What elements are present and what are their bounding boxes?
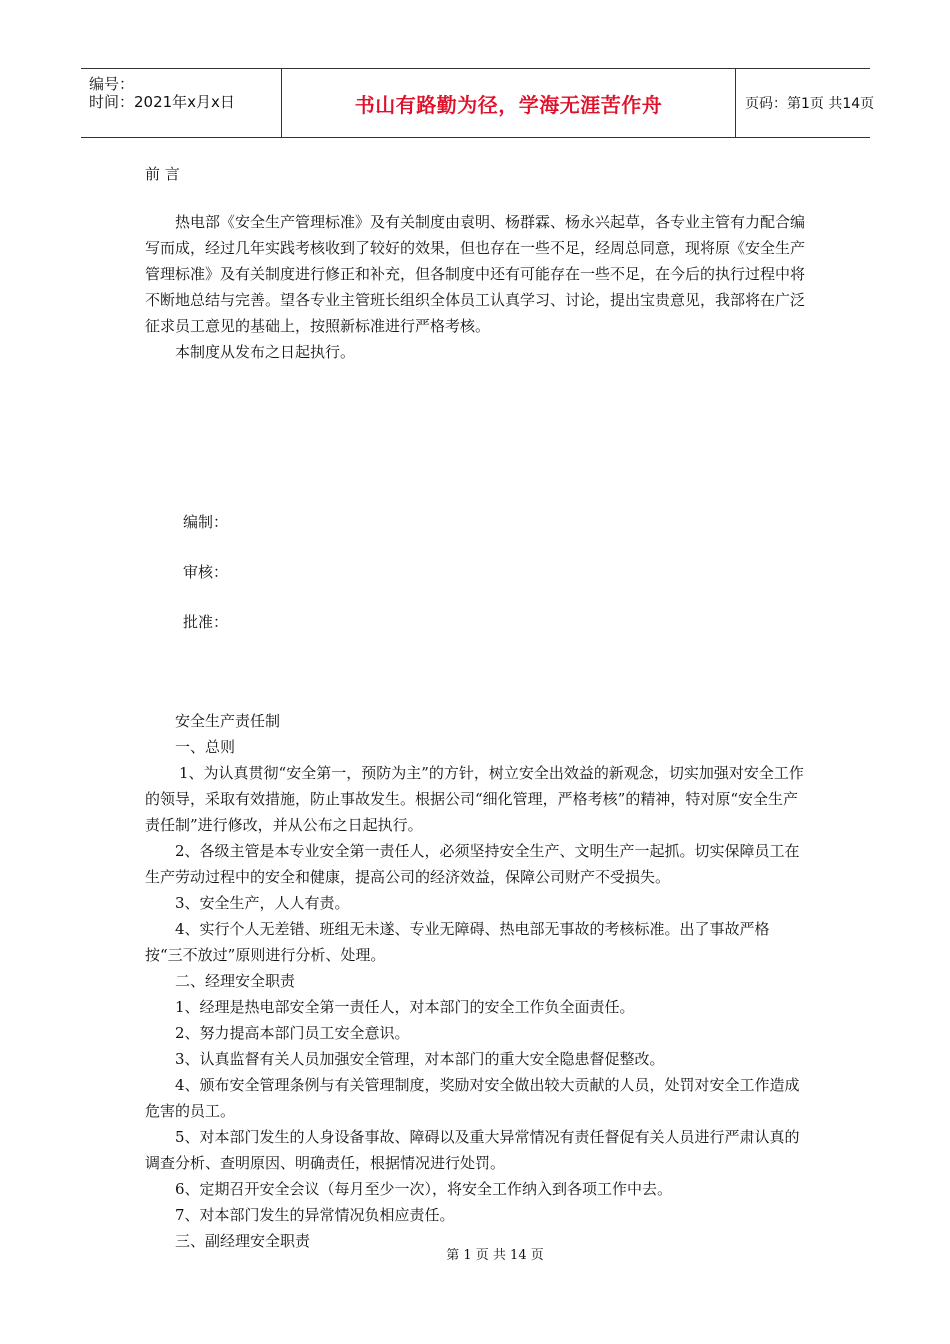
preface-effective-note: 本制度从发布之日起执行。 [175, 343, 356, 361]
manager-item-4: 4、颁布安全管理条例与有关管理制度，奖励对安全做出较大贡献的人员，处罚对安全工作造成危害的员工。 [145, 1076, 800, 1120]
manager-item-2: 2、努力提高本部门员工安全意识。 [175, 1024, 410, 1042]
manager-item-1: 1、经理是热电部安全第一责任人，对本部门的安全工作负全面责任。 [175, 998, 635, 1016]
header-meta [81, 69, 281, 137]
section-title-manager: 二、经理安全职责 [175, 972, 296, 990]
compile-field: 编制： [183, 513, 229, 531]
approve-field: 批准： [183, 613, 229, 631]
general-item-2: 2、各级主管是本专业安全第一责任人，必须坚持安全生产、文明生产一起抓。切实保障员工在生产劳动过程中的安全和健康，提高公司的经济效益，保障公司财产不受损失。 [145, 842, 800, 886]
preface-paragraph: 热电部《安全生产管理标准》及有关制度由袁明、杨群霖、杨永兴起草，各专业主管有力配合编写而成，经过几年实践考核收到了较好的效果，但也存在一些不足，经周总同意，现将原《安全生产管理标准》及有关制度进行修正和补充，但各制度中还有可能存在一些不足，在今后的执行过程中将不断地总结与完善。望各专业主管班长组织全体员工认真学习、讨论，提出宝贵意见，我部将在广泛征求员工意见的基础上，按照新标准进行严格考核。 [145, 213, 806, 335]
header-page-info: 页码：第1页 共14页 [745, 96, 875, 112]
general-item-4: 4、实行个人无差错、班组无未遂、专业无障碍、热电部无事故的考核标准。出了事故严格按“三不放过”原则进行分析、处理。 [145, 920, 770, 964]
manager-item-5: 5、对本部门发生的人身设备事故、障碍以及重大异常情况有责任督促有关人员进行严肃认真的调查分析、查明原因、明确责任，根据情况进行处罚。 [145, 1128, 800, 1172]
section-title-deputy-manager: 三、副经理安全职责 [175, 1232, 311, 1250]
manager-item-3: 3、认真监督有关人员加强安全管理，对本部门的重大安全隐患督促整改。 [175, 1050, 665, 1068]
preface-title: 前 言 [145, 165, 180, 183]
manager-item-6: 6、定期召开安全会议（每月至少一次），将安全工作纳入到各项工作中去。 [175, 1180, 673, 1198]
general-item-1: 1、为认真贯彻“安全第一，预防为主”的方针，树立安全出效益的新观念，切实加强对安全工作的领导，采取有效措施，防止事故发生。根据公司“细化管理，严格考核”的精神，特对原“安全生产责任制”进行修改，并从公布之日起执行。 [145, 764, 804, 834]
review-field: 审核： [183, 563, 229, 581]
header-motto: 书山有路勤为径，学海无涯苦作舟 [354, 92, 663, 117]
page-header [81, 68, 875, 138]
doc-number-label: 编号： [89, 75, 135, 93]
general-item-3: 3、安全生产，人人有责。 [175, 894, 350, 912]
page-footer: 第 1 页 共 14 页 [446, 1248, 544, 1263]
manager-item-7: 7、对本部门发生的异常情况负相应责任。 [175, 1206, 455, 1224]
section-title-general: 一、总则 [175, 738, 236, 756]
document-title: 安全生产责任制 [175, 712, 281, 730]
doc-date: 时间：2021年x月x日 [89, 93, 235, 111]
header-motto-cell [281, 69, 736, 137]
